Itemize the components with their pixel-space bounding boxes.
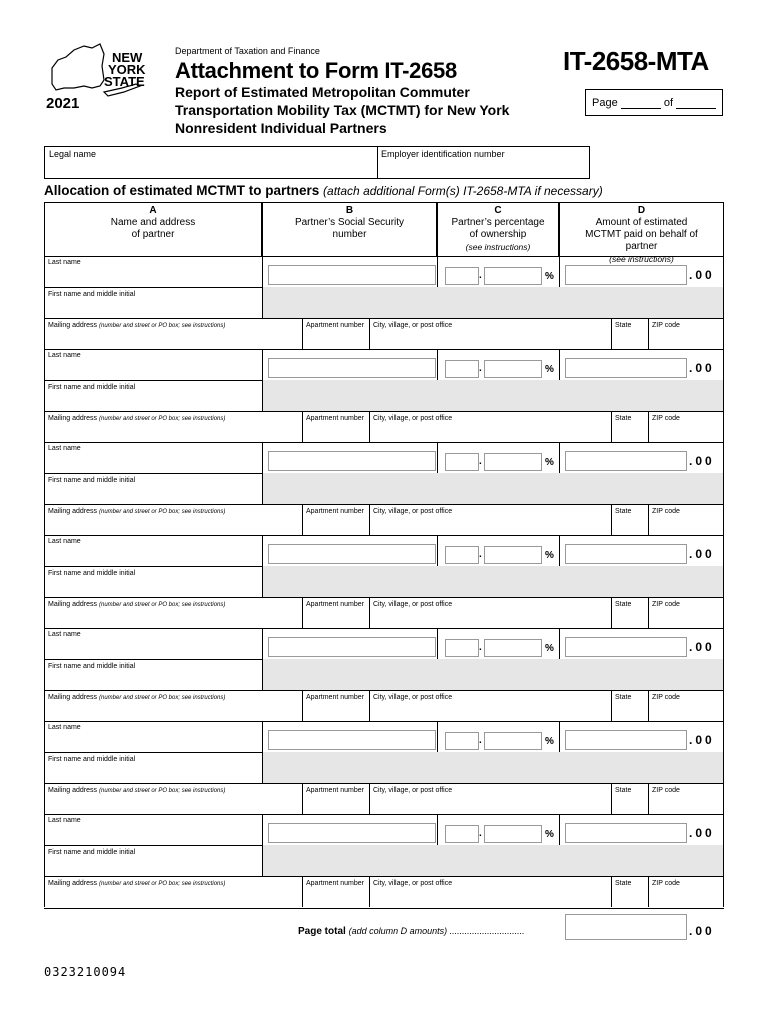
apartment-label: Apartment number [306,415,364,422]
mailing-label-text: Mailing address [48,322,98,329]
percent-sign: % [545,829,554,840]
column-a-header [44,202,262,256]
decimal-point: . [479,363,482,374]
percent-sign: % [545,550,554,561]
page-total-input[interactable] [565,914,687,940]
zip-label: ZIP code [652,694,680,701]
apartment-label: Apartment number [306,694,364,701]
city-label: City, village, or post office [373,601,453,608]
shaded-area [262,287,723,318]
ssn-input[interactable] [268,823,436,843]
page-total-text: Page total [298,926,346,937]
first-name-input[interactable] [48,671,260,688]
mailing-label-text: Mailing address [48,694,98,701]
logo-state: STATE [104,74,145,89]
zip-label: ZIP code [652,508,680,515]
shaded-area [262,473,723,504]
first-name-input[interactable] [48,392,260,409]
mailing-address-input[interactable] [48,331,298,346]
percent-whole-input[interactable] [445,267,479,285]
mailing-label-text: Mailing address [48,508,98,515]
page-total-label [298,926,525,937]
last-name-input[interactable] [48,454,260,471]
ssn-input[interactable] [268,451,436,471]
amount-cents: .00 [689,640,715,654]
legal-name-label: Legal name [49,149,97,159]
shaded-area [262,845,723,876]
partner-entry [44,814,724,907]
first-name-input[interactable] [48,485,260,502]
first-name-input[interactable] [48,299,260,316]
ssn-input[interactable] [268,265,436,285]
form-subtitle: Report of Estimated Metropolitan Commuter Transportation Mobility Tax (MCTMT) for New York Nonresident Individual Partners [175,84,510,136]
amount-input[interactable] [565,358,687,378]
percent-sign: % [545,271,554,282]
page-field[interactable] [621,99,661,109]
column-c-letter: C [494,205,502,216]
state-label: State [615,694,632,701]
mailing-address-input[interactable] [48,703,298,718]
amount-cents: .00 [689,454,715,468]
first-name-label: First name and middle initial [48,570,136,577]
mailing-label-text: Mailing address [48,415,98,422]
first-name-label: First name and middle initial [48,477,136,484]
last-name-input[interactable] [48,268,260,285]
first-name-input[interactable] [48,764,260,781]
mailing-label-text: Mailing address [48,787,98,794]
column-c-note: (see instructions) [465,242,531,252]
column-d-label: Amount of estimated MCTMT paid on behalf of partner [585,217,698,252]
column-b-letter: B [345,205,354,216]
mailing-address-input[interactable] [48,889,298,904]
mailing-address-input[interactable] [48,610,298,625]
apartment-label: Apartment number [306,322,364,329]
zip-label: ZIP code [652,415,680,422]
state-label: State [615,880,632,887]
percent-sign: % [545,457,554,468]
amount-input[interactable] [565,544,687,564]
mailing-label-text: Mailing address [48,601,98,608]
first-name-label: First name and middle initial [48,663,136,670]
of-label: of [663,97,674,109]
column-d-header [559,202,724,264]
mailing-address-label [48,787,225,794]
percent-decimal-input[interactable] [484,732,542,750]
column-d-letter: D [637,205,646,216]
first-name-input[interactable] [48,578,260,595]
city-label: City, village, or post office [373,415,453,422]
amount-cents: .00 [689,733,715,747]
amount-cents: .00 [689,361,715,375]
zip-label: ZIP code [652,322,680,329]
mailing-address-input[interactable] [48,796,298,811]
amount-input[interactable] [565,730,687,750]
percent-whole-input[interactable] [445,825,479,843]
zip-label: ZIP code [652,880,680,887]
column-a-letter: A [149,205,157,216]
percent-decimal-input[interactable] [484,825,542,843]
partner-entry [44,628,724,721]
percent-sign: % [545,736,554,747]
first-name-input[interactable] [48,857,260,874]
state-label: State [615,787,632,794]
allocation-title: Allocation of estimated MCTMT to partners [44,183,320,198]
city-label: City, village, or post office [373,508,453,515]
mailing-label-note: (number and street or PO box; see instructions) [98,416,226,422]
last-name-label: Last name [48,352,81,359]
last-name-label: Last name [48,631,81,638]
apartment-label: Apartment number [306,787,364,794]
percent-decimal-input[interactable] [484,639,542,657]
zip-label: ZIP code [652,787,680,794]
page-total-cents: .00 [689,924,715,938]
mailing-label-note: (number and street or PO box; see instructions) [98,323,226,329]
shaded-area [262,752,723,783]
mailing-label-text: Mailing address [48,880,98,887]
amount-cents: .00 [689,547,715,561]
decimal-point: . [479,549,482,560]
mailing-address-label [48,601,225,608]
percent-decimal-input[interactable] [484,360,542,378]
last-name-input[interactable] [48,640,260,657]
mailing-address-label [48,880,225,887]
mailing-label-note: (number and street or PO box; see instructions) [98,881,226,887]
shaded-area [262,659,723,690]
state-label: State [615,508,632,515]
page-number-box[interactable] [585,89,723,116]
ssn-input[interactable] [268,544,436,564]
logo-new: NEW [112,50,143,65]
column-b-label: Partner’s Social Security number [294,217,405,240]
column-c-label: Partner’s percentage of ownership [451,217,545,240]
first-name-label: First name and middle initial [48,756,136,763]
percent-sign: % [545,364,554,375]
amount-input[interactable] [565,823,687,843]
mailing-label-note: (number and street or PO box; see instructions) [98,509,226,515]
shaded-area [262,380,723,411]
zip-label: ZIP code [652,601,680,608]
state-label: State [615,322,632,329]
page-total-note: (add column D amounts) .............................. [348,926,525,936]
nys-logo [44,40,164,115]
amount-input[interactable] [565,637,687,657]
last-name-label: Last name [48,817,81,824]
percent-whole-input[interactable] [445,360,479,378]
apartment-label: Apartment number [306,880,364,887]
partner-entry [44,442,724,535]
form-title: Attachment to Form IT-2658 [175,58,457,83]
ein-label: Employer identification number [381,149,505,159]
column-c-header [437,202,559,256]
partner-entry [44,256,724,349]
first-name-label: First name and middle initial [48,849,136,856]
column-b-header [262,202,437,256]
ssn-input[interactable] [268,358,436,378]
last-name-input[interactable] [48,547,260,564]
partner-entry [44,721,724,814]
amount-input[interactable] [565,265,687,285]
percent-decimal-input[interactable] [484,267,542,285]
decimal-point: . [479,270,482,281]
allocation-heading [44,183,603,198]
last-name-input[interactable] [48,733,260,750]
logo-year: 2021 [46,95,80,112]
apartment-label: Apartment number [306,601,364,608]
column-d-note: (see instructions) [609,254,674,264]
percent-sign: % [545,643,554,654]
column-a-label: Name and address of partner [110,217,196,240]
department-name: Department of Taxation and Finance [175,46,320,56]
form-barcode-number: 0323210094 [44,965,127,979]
amount-cents: .00 [689,268,715,282]
ssn-input[interactable] [268,637,436,657]
first-name-label: First name and middle initial [48,384,136,391]
percent-decimal-input[interactable] [484,453,542,471]
mailing-address-input[interactable] [48,424,298,439]
divider [377,147,378,178]
city-label: City, village, or post office [373,322,453,329]
mailing-address-label [48,508,225,515]
mailing-address-input[interactable] [48,517,298,532]
allocation-note: (attach additional Form(s) IT-2658-MTA if necessary) [323,184,603,198]
table-bottom-border [44,908,724,909]
percent-whole-input[interactable] [445,453,479,471]
amount-input[interactable] [565,451,687,471]
decimal-point: . [479,735,482,746]
ssn-input[interactable] [268,730,436,750]
last-name-input[interactable] [48,826,260,843]
decimal-point: . [479,456,482,467]
percent-whole-input[interactable] [445,639,479,657]
mailing-address-label [48,322,225,329]
state-label: State [615,415,632,422]
percent-decimal-input[interactable] [484,546,542,564]
last-name-label: Last name [48,445,81,452]
city-label: City, village, or post office [373,880,453,887]
shaded-area [262,566,723,597]
partner-entry [44,535,724,628]
mailing-label-note: (number and street or PO box; see instructions) [98,602,226,608]
percent-whole-input[interactable] [445,546,479,564]
page-of-field[interactable] [676,99,716,109]
state-label: State [615,601,632,608]
apartment-label: Apartment number [306,508,364,515]
last-name-label: Last name [48,538,81,545]
last-name-label: Last name [48,259,81,266]
amount-cents: .00 [689,826,715,840]
taxpayer-info-box [44,146,590,179]
first-name-label: First name and middle initial [48,291,136,298]
mailing-address-label [48,694,225,701]
partner-entry [44,349,724,442]
logo-york: YORK [108,62,146,77]
mailing-label-note: (number and street or PO box; see instructions) [98,695,226,701]
last-name-input[interactable] [48,361,260,378]
mailing-label-note: (number and street or PO box; see instructions) [98,788,226,794]
city-label: City, village, or post office [373,787,453,794]
form-number: IT-2658-MTA [563,46,709,76]
percent-whole-input[interactable] [445,732,479,750]
city-label: City, village, or post office [373,694,453,701]
last-name-label: Last name [48,724,81,731]
page-label: Page [592,97,618,109]
decimal-point: . [479,828,482,839]
mailing-address-label [48,415,225,422]
decimal-point: . [479,642,482,653]
